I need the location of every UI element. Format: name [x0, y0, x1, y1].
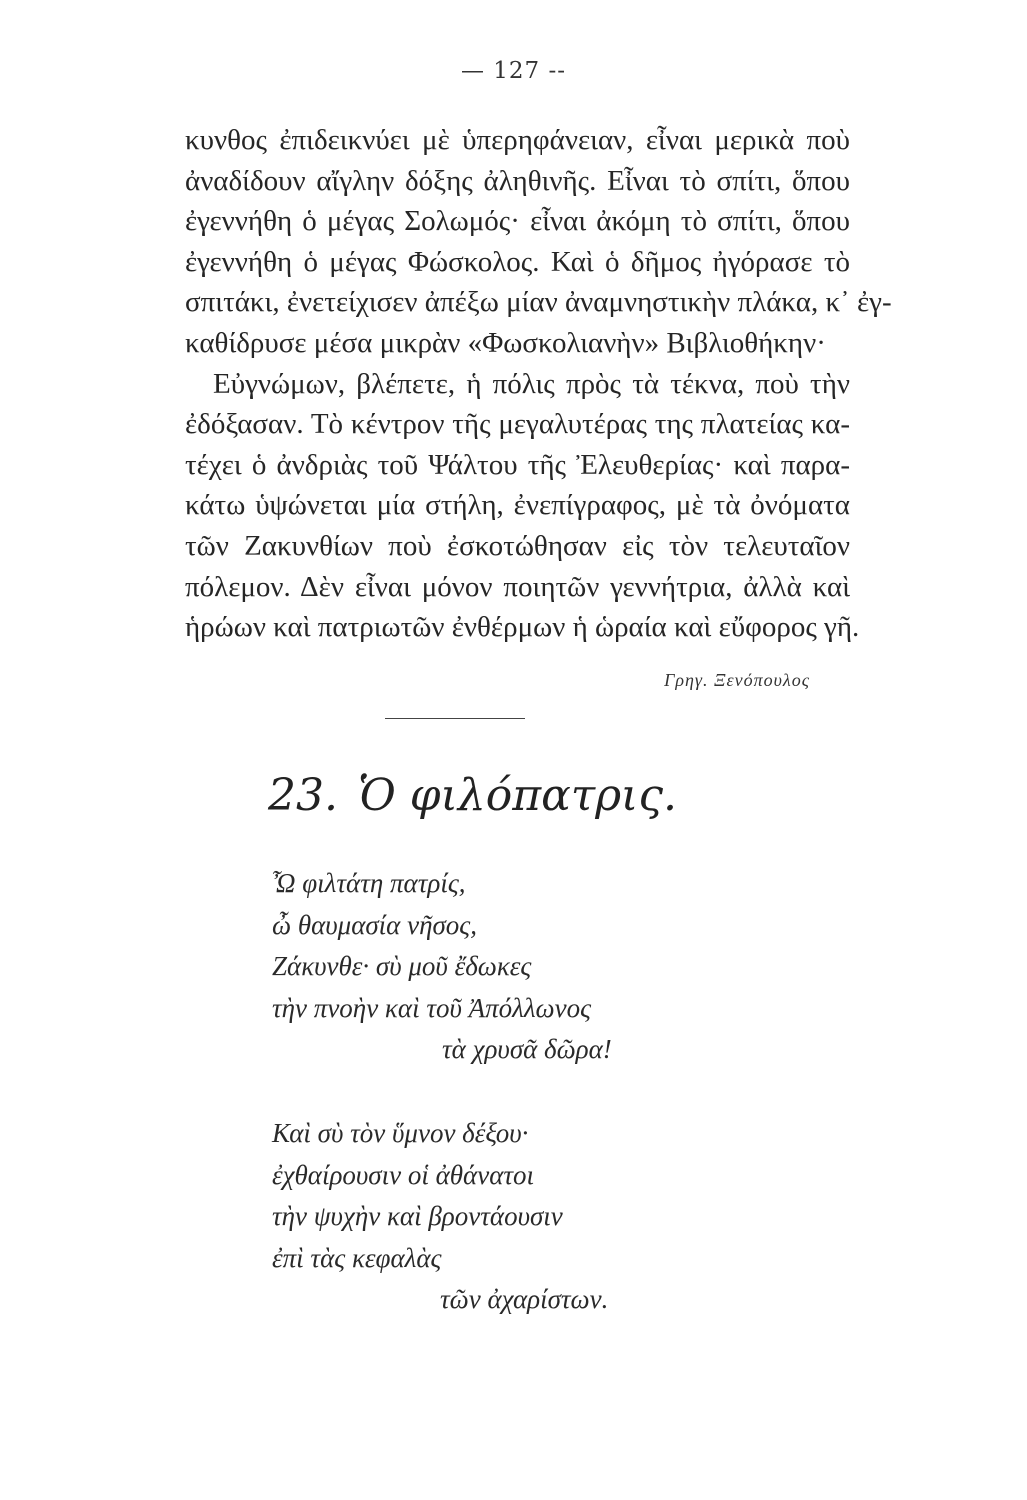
author-signature: Γρηγ. Ξενόπουλος: [664, 670, 810, 690]
prose-line: πόλεμον. Δὲν εἶναι μόνον ποιητῶν γεννήτρια, ἀλλὰ καὶ: [185, 570, 850, 603]
poem-heading: [268, 770, 677, 821]
prose-line: ἐγεννήθη ὁ μέγας Σολωμός· εἶναι ἀκόμη τὸ σπίτι, ὅπου: [185, 205, 850, 238]
prose-line: τέχει ὁ ἀνδριὰς τοῦ Ψάλτου τῆς Ἐλευθερίας· καὶ παρα-: [185, 448, 850, 481]
poem-line: ἐχθαίρουσιν οἱ ἀθάνατοι: [272, 1159, 535, 1190]
prose-line: ἐγεννήθη ὁ μέγας Φώσκολος. Καὶ ὁ δῆμος ἠγόρασε τὸ: [185, 245, 850, 278]
prose-line: κυνθος ἐπιδεικνύει μὲ ὑπερηφάνειαν, εἶναι μερικὰ ποὺ: [185, 124, 850, 156]
poem-title: Ὁ φιλόπατρις.: [357, 770, 677, 821]
prose-line: τῶν Ζακυνθίων ποὺ ἐσκοτώθησαν εἰς τὸν τελευταῖον: [185, 529, 850, 562]
poem-line: τὰ χρυσᾶ δῶρα!: [442, 1034, 612, 1064]
prose-line: καθίδρυσε μέσα μικρὰν «Φωσκολιανὴν» Βιβλιοθήκην·: [185, 326, 826, 359]
poem-line: Καὶ σὺ τὸν ὕμνον δέξου·: [272, 1118, 529, 1148]
poem-line: τὴν πνοὴν καὶ τοῦ Ἀπόλλωνος: [272, 992, 592, 1023]
poem-line: τὴν ψυχὴν καὶ βροντάουσιν: [272, 1201, 563, 1231]
prose-line: ἡρώων καὶ πατριωτῶν ἐνθέρμων ἡ ὡραία καὶ εὔφορος γῆ.: [185, 611, 860, 644]
page-number: — 127 --: [460, 58, 567, 84]
poem-line: ἐπὶ τὰς κεφαλὰς: [272, 1242, 442, 1273]
prose-line: Εὐγνώμων, βλέπετε, ἡ πόλις πρὸς τὰ τέκνα, ποὺ τὴν: [213, 367, 850, 400]
poem-line: τῶν ἀχαρίστων.: [440, 1284, 609, 1314]
section-divider: [385, 718, 525, 719]
prose-line: ἀναδίδουν αἴγλην δόξης ἀληθινῆς. Εἶναι τὸ σπίτι, ὅπου: [185, 164, 850, 197]
poem-line: Ζάκυνθε· σὺ μοῦ ἔδωκες: [272, 951, 532, 981]
prose-line: ἐδόξασαν. Τὸ κέντρον τῆς μεγαλυτέρας της πλατείας κα-: [185, 408, 850, 441]
poem-number: 23.: [268, 770, 338, 821]
poem-line: ὦ θαυμασία νῆσος,: [272, 909, 478, 940]
prose-line: σπιτάκι, ἐνετείχισεν ἀπέξω μίαν ἀναμνηστικὴν πλάκα, κ᾽ ἐγ-: [185, 286, 892, 319]
prose-paragraph: [185, 120, 892, 648]
poem-line: Ὦ φιλτάτη πατρίς,: [272, 868, 466, 898]
prose-line: κάτω ὑψώνεται μία στήλη, ἐνεπίγραφος, μὲ τὰ ὀνόματα: [185, 489, 850, 522]
poem-stanza-1: [272, 863, 742, 1071]
poem-stanza-2: [272, 1113, 742, 1321]
